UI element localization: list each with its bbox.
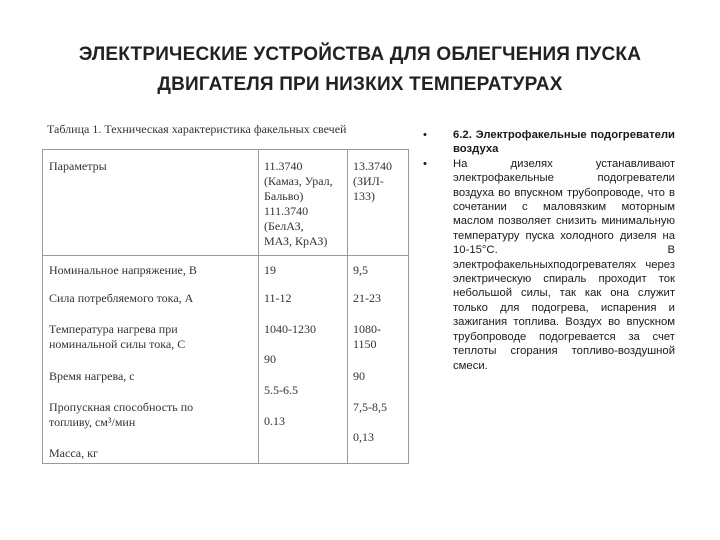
spec-table [42,149,409,464]
section-heading: 6.2. Электрофакельные подогреватели воздуха [453,129,675,156]
col1-value: 5.5-6.5 [264,383,298,397]
bullet-item [423,157,675,373]
param-mass: Масса, кг [49,446,98,460]
title-line-1: ЭЛЕКТРИЧЕСКИЕ УСТРОЙСТВА ДЛЯ ОБЛЕГЧЕНИЯ ПУСКА [78,44,642,65]
header-model-1-line: Бальво) [264,189,304,203]
col1-value: 19 [264,263,276,277]
header-model-2-line: 133) [353,189,375,203]
param-throughput-1: Пропускная способность по [49,400,194,414]
table-column-divider [258,150,259,463]
bullet-dot-icon: • [423,129,427,141]
bullet-item [423,128,675,157]
col1-value: 0.13 [264,414,285,428]
param-heat-time: Время нагрева, с [49,369,135,383]
table-header-divider [43,255,408,256]
bullet-dot-icon: • [423,157,427,170]
header-model-1-line: 111.3740 [264,204,309,218]
slide-title [40,40,680,100]
param-voltage: Номинальное напряжение, В [49,263,197,277]
table-caption: Таблица 1. Техническая характеристика факельных свечей [47,122,347,136]
header-model-1-line: (Камаз, Урал, [264,174,333,188]
param-temperature-2: номинальной силы тока, С [49,337,186,351]
header-param-label: Параметры [49,159,107,173]
col2-value: 21-23 [353,291,381,305]
param-current: Сила потребляемого тока, А [49,291,194,305]
param-temperature-1: Температура нагрева при [49,322,178,336]
col2-value: 1080- [353,322,381,336]
header-model-1 [264,159,333,249]
header-model-2-line: (ЗИЛ- [353,174,384,188]
table-column-divider [347,150,348,463]
header-model-2 [353,159,392,204]
bullet-paragraph: На дизелях устанавливают электрофакельные подогреватели воздуха во впускном трубопроводе, что в сочетании с маловязким моторным маслом позволяет снизить минимальную температуру пуска холодного дизеля на 10-15°С. В электрофакельныхподогревателях через электрическую спираль проходит ток небольшой силы, так как она служит только для подогрева, испарения и зажигания топлива. Воздух во впускном трубопроводе подогревается за счет теплоты сгорания топливо-воздушной смеси. [453,157,675,372]
title-line-2: ДВИГАТЕЛЯ ПРИ НИЗКИХ ТЕМПЕРАТУРАХ [157,74,563,95]
header-model-1-line: 11.3740 [264,159,303,173]
header-model-1-line: МАЗ, КрАЗ) [264,234,328,248]
col2-value: 9,5 [353,263,368,277]
col1-value: 11-12 [264,291,292,305]
col1-value: 90 [264,352,276,366]
col2-value: 7,5-8,5 [353,400,387,414]
bullet-list [423,128,675,373]
col2-value: 0,13 [353,430,374,444]
col1-value: 1040-1230 [264,322,316,336]
header-model-2-line: 13.3740 [353,159,392,173]
col2-value: 90 [353,369,365,383]
param-throughput-2: топливу, см³/мин [49,415,136,429]
col2-value: 1150 [353,337,377,351]
header-model-1-line: (БелАЗ, [264,219,304,233]
